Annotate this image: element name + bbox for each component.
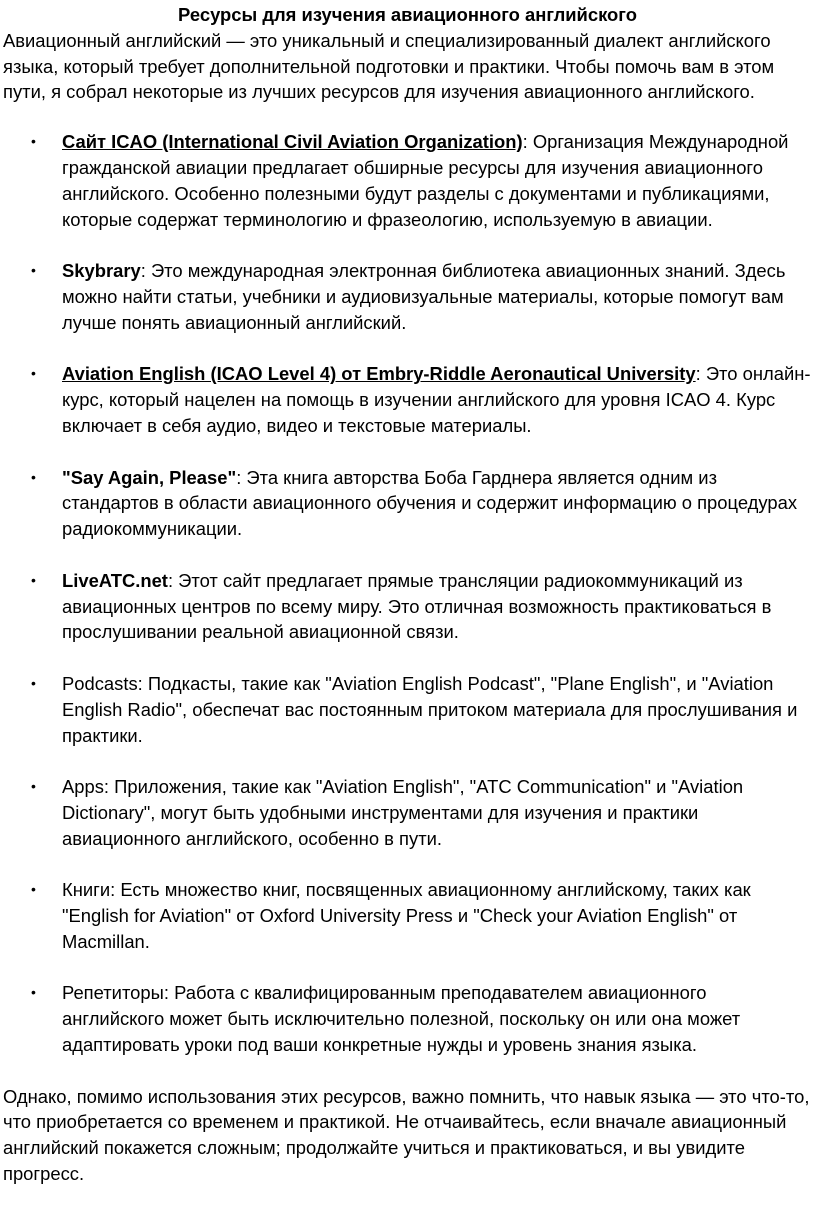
document-title: Ресурсы для изучения авиационного английского (178, 4, 637, 25)
bullet-icon: • (31, 262, 36, 279)
list-item (3, 568, 812, 645)
resource-description: : Организация Международной гражданской авиации предлагает обширные ресурсы для изучения авиационного английского. Особенно полезными будут разделы с документами и публикациями, которые содержат терминологию и фразеологию, используемую в авиации. (62, 131, 789, 230)
intro-paragraph: Авиационный английский — это уникальный и специализированный диалект английского языка, который требует дополнительной подготовки и практики. Чтобы помочь вам в этом пути, я собрал некоторые из лучших ресурсов для изучения авиационного английского. (3, 29, 775, 103)
list-item (3, 774, 812, 851)
bullet-icon: • (31, 984, 36, 1001)
list-item (3, 980, 812, 1057)
resource-description: : Эта книга авторства Боба Гарднера является одним из стандартов в области авиационного обучения и содержит информацию о процедурах радиокоммуникации. (62, 466, 798, 540)
resource-description-apps: Apps: Приложения, такие как "Aviation English", "ATC Communication" и "Aviation Dictionary", могут быть удобными инструментами для изучения и практики авиационного английского, особенно в пути. (62, 776, 744, 849)
bullet-icon: • (31, 778, 36, 795)
bullet-icon: • (31, 133, 36, 150)
resource-description: : Это международная электронная библиотека авиационных знаний. Здесь можно найти статьи, учебники и аудиовизуальные материалы, которые помогут вам лучше понять авиационный английский. (62, 260, 786, 333)
resource-name-skybrary: Skybrary (62, 260, 141, 282)
bullet-icon: • (31, 674, 36, 691)
bullet-icon: • (31, 468, 36, 485)
resource-description: : Это онлайн-курс, который нацелен на помощь в изучении английского для уровня ICAO 4. Курс включает в себя аудио, видео и текстовые материалы. (62, 363, 811, 436)
resource-description-books: Книги: Есть множество книг, посвященных авиационному английскому, таких как "English for Aviation" от Oxford University Press и "Check your Aviation English" от Macmillan. (62, 879, 751, 952)
list-item (3, 129, 812, 232)
list-item (3, 258, 812, 335)
resource-description: : Этот сайт предлагает прямые трансляции радиокоммуникаций из авиационных центров по всему миру. Это отличная возможность практиковаться в прослушивании реальной авиационной связи. (62, 569, 772, 643)
list-item (3, 877, 812, 954)
resource-link-icao[interactable]: Сайт ICAO (International Civil Aviation Organization) (62, 131, 523, 153)
resource-description-tutors: Репетиторы: Работа с квалифицированным преподавателем авиационного английского может быть исключительно полезной, поскольку он или она может адаптировать уроки под ваши конкретные нужды и уровень знания языка. (62, 982, 741, 1056)
resource-name-liveatc: LiveATC.net (62, 569, 168, 591)
resource-list (3, 129, 812, 1058)
resource-link-embry-riddle[interactable]: Aviation English (ICAO Level 4) от Embry-Riddle Aeronautical University (62, 363, 696, 385)
bullet-icon: • (31, 881, 36, 898)
bullet-icon: • (31, 571, 36, 588)
resource-description-podcasts: Podcasts: Подкасты, такие как "Aviation English Podcast", "Plane English", и "Aviation English Radio", обеспечат вас постоянным притоком материала для прослушивания и практики. (62, 672, 798, 746)
bullet-icon: • (31, 365, 36, 382)
list-item (3, 671, 812, 748)
conclusion-paragraph: Однако, помимо использования этих ресурсов, важно помнить, что навык языка — это что-то, что приобретается со временем и практикой. Не отчаивайтесь, если вначале авиационный английский покажется сложным; продолжайте учиться и практиковаться, и вы увидите прогресс. (3, 1085, 810, 1185)
list-item (3, 361, 812, 438)
list-item (3, 465, 812, 542)
resource-name-say-again: "Say Again, Please" (62, 466, 237, 488)
